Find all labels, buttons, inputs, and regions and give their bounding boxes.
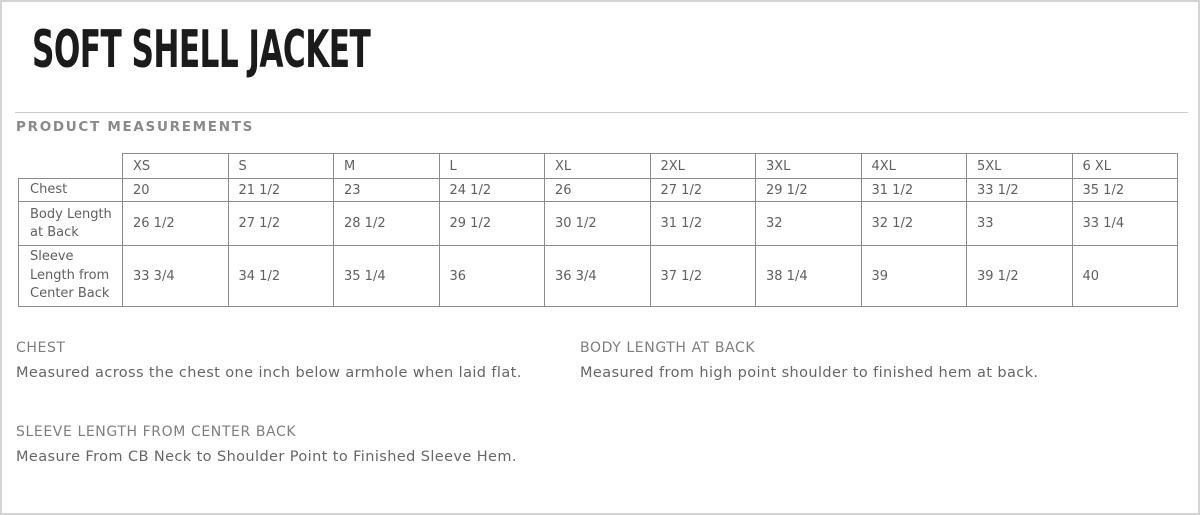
definition-text: Measured across the chest one inch below armhole when laid flat. <box>16 365 522 381</box>
definition-heading: BODY LENGTH AT BACK <box>580 340 756 356</box>
definition-body-length <box>580 340 1038 381</box>
measurement-value: 36 <box>439 246 545 306</box>
size-header-row <box>19 154 1178 179</box>
measurement-value: 37 1/2 <box>650 246 756 306</box>
measurement-value: 26 <box>545 179 651 202</box>
page-title: SOFT SHELL JACKET <box>32 20 371 80</box>
size-header-cell: 6 XL <box>1072 154 1178 179</box>
table-row <box>19 202 1178 246</box>
definition-chest <box>16 340 522 381</box>
size-header-cell: S <box>228 154 334 179</box>
horizontal-divider <box>15 112 1188 113</box>
size-header-cell: 2XL <box>650 154 756 179</box>
table-row <box>19 179 1178 202</box>
measurement-value: 38 1/4 <box>756 246 862 306</box>
size-header-cell: XS <box>123 154 229 179</box>
measurement-value: 33 1/2 <box>967 179 1073 202</box>
measurement-value: 21 1/2 <box>228 179 334 202</box>
definition-text: Measured from high point shoulder to finished hem at back. <box>580 365 1039 381</box>
definition-heading: CHEST <box>16 340 66 356</box>
measurement-value: 28 1/2 <box>334 202 440 246</box>
size-header-cell: 4XL <box>861 154 967 179</box>
definition-heading: SLEEVE LENGTH FROM CENTER BACK <box>16 424 297 440</box>
measurement-value: 33 1/4 <box>1072 202 1178 246</box>
product-measurements-heading: PRODUCT MEASUREMENTS <box>16 119 255 135</box>
definition-sleeve-length <box>16 424 517 465</box>
measurement-value: 20 <box>123 179 229 202</box>
size-header-cell: L <box>439 154 545 179</box>
measurements-tbody <box>19 179 1178 307</box>
measurement-value: 35 1/2 <box>1072 179 1178 202</box>
size-header-cell: 5XL <box>967 154 1073 179</box>
measurement-value: 23 <box>334 179 440 202</box>
measurement-value: 34 1/2 <box>228 246 334 306</box>
measurement-value: 35 1/4 <box>334 246 440 306</box>
measurement-value: 31 1/2 <box>861 179 967 202</box>
measurement-value: 39 <box>861 246 967 306</box>
corner-cell <box>19 154 123 179</box>
measurement-value: 27 1/2 <box>228 202 334 246</box>
definition-text: Measure From CB Neck to Shoulder Point to Finished Sleeve Hem. <box>16 449 517 465</box>
measurement-value: 30 1/2 <box>545 202 651 246</box>
measurement-value: 39 1/2 <box>967 246 1073 306</box>
measurement-value: 32 1/2 <box>861 202 967 246</box>
size-header-cell: M <box>334 154 440 179</box>
measurement-value: 29 1/2 <box>756 179 862 202</box>
measurement-value: 27 1/2 <box>650 179 756 202</box>
measurement-value: 40 <box>1072 246 1178 306</box>
measurements-table-container <box>18 153 1178 307</box>
table-row <box>19 246 1178 306</box>
size-header-cell: 3XL <box>756 154 862 179</box>
measurement-value: 33 3/4 <box>123 246 229 306</box>
measurement-value: 26 1/2 <box>123 202 229 246</box>
measurement-value: 29 1/2 <box>439 202 545 246</box>
measurements-table <box>18 153 1178 307</box>
measurement-value: 32 <box>756 202 862 246</box>
measurement-value: 31 1/2 <box>650 202 756 246</box>
measurement-value: 36 3/4 <box>545 246 651 306</box>
row-label: Sleeve Length from Center Back <box>19 246 123 306</box>
row-label: Body Length at Back <box>19 202 123 246</box>
row-label: Chest <box>19 179 123 202</box>
measurement-value: 24 1/2 <box>439 179 545 202</box>
size-header-cell: XL <box>545 154 651 179</box>
measurement-value: 33 <box>967 202 1073 246</box>
